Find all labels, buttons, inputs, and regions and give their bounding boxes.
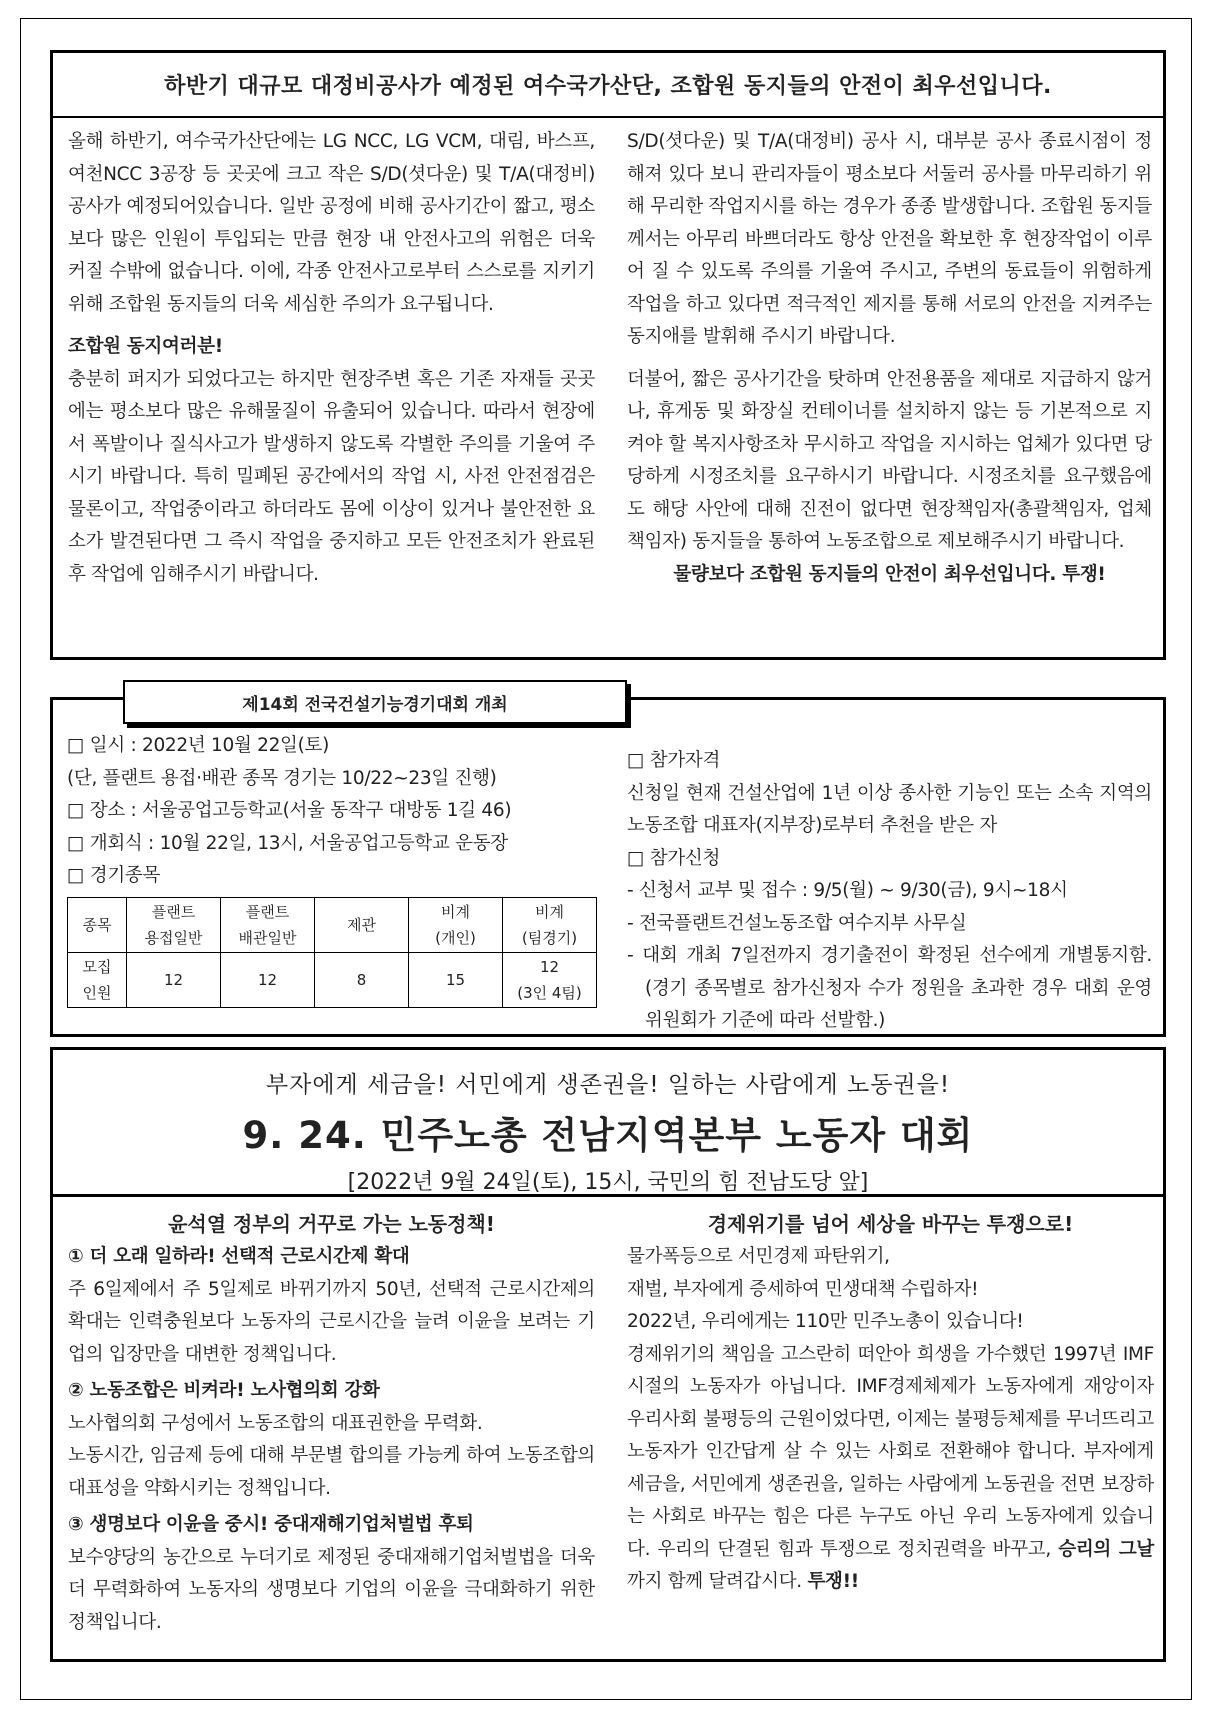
table-row-label: 모집 인원 <box>68 952 127 1007</box>
right-line-3: 2022년, 우리에게는 110만 민주노총이 있습니다! <box>627 1311 1024 1332</box>
competition-right-column <box>627 745 1152 1038</box>
policy-item-2-text-1: 노사협의회 구성에서 노동조합의 대표권한을 무력화. <box>68 1412 483 1434</box>
competition-opening: □ 개회식 : 10월 22일, 13시, 서울공업고등학교 운동장 <box>67 832 508 854</box>
right-body-final: 투쟁!! <box>807 1571 859 1592</box>
right-body-bold: 승리의 그날 <box>1058 1538 1154 1560</box>
table-column-header: 제관 <box>315 897 409 952</box>
safety-right-paragraph-2: 더불어, 짧은 공사기간을 탓하며 안전용품을 제대로 지급하지 않거나, 휴게동 및 화장실 컨테이너를 설치하지 않는 등 기본적으로 지켜야 할 복지사항조차 무시하고 작업을 지시하는 업체가 있다면 당당하게 시정조치를 요구하시기 바랍니다. 시정조치를 요구했음에도 해당 사안에 대해 진전이 없다면 현장책임자(총괄책임자, 업체책임자) 동지들을 통하여 노동조합으로 제보해주시기 바랍니다. <box>627 368 1152 552</box>
competition-title: 제14회 전국건설기능경기대회 개최 <box>123 680 627 724</box>
qualification-text: 신청일 현재 건설산업에 1년 이상 종사한 기능인 또는 소속 지역의 노동조합 대표자(지부장)로부터 추천을 받은 자 <box>627 782 1152 836</box>
application-item: - 신청서 교부 및 접수 : 9/5(월) ~ 9/30(금), 9시~18시 <box>627 880 1068 901</box>
competition-section <box>50 694 1166 1037</box>
rally-details: [2022년 9월 24일(토), 15시, 국민의 힘 전남도당 앞] <box>347 1170 869 1195</box>
application-item: - 전국플랜트건설노동조합 여수지부 사무실 <box>627 912 967 934</box>
competition-left-column <box>67 730 607 1008</box>
right-body-tail: 까지 함께 달려갑시다. <box>627 1571 802 1592</box>
safety-closing-slogan: 물량보다 조합원 동지들의 안전이 최우선입니다. 투쟁! <box>673 563 1106 585</box>
table-cell: 15 <box>409 952 503 1007</box>
safety-notice-title: 하반기 대규모 대정비공사가 예정된 여수국가산단, 조합원 동지들의 안전이 최우선입니다. <box>53 53 1163 118</box>
table-header-row <box>68 897 597 952</box>
competition-events-table <box>67 897 597 1008</box>
policy-left-heading: 윤석열 정부의 거꾸로 가는 노동정책! <box>168 1212 495 1236</box>
safety-left-paragraph-2: 충분히 퍼지가 되었다고는 하지만 현장주변 혹은 기존 자재들 곳곳에는 평소보다 많은 유해물질이 유출되어 있습니다. 따라서 현장에서 폭발이나 질식사고가 발생하지 않도록 각별한 주의를 기울여 주시기 바랍니다. 특히 밀폐된 공간에서의 작업 시, 사전 안전점검은 물론이고, 작업중이라고 하더라도 몸에 이상이 있거나 불안전한 요소가 발견된다면 그 즉시 작업을 중지하고 모든 안전조치가 완료된 후 작업에 임해주시기 바랍니다. <box>68 368 595 585</box>
policy-item-3-title: ③ 생명보다 이윤을 중시! 중대재해기업처벌법 후퇴 <box>68 1514 474 1535</box>
policy-left-column <box>68 1207 595 1639</box>
table-column-header: 플랜트 배관일반 <box>221 897 315 952</box>
competition-place: □ 장소 : 서울공업고등학교(서울 동작구 대방동 1길 46) <box>67 800 512 821</box>
competition-date: □ 일시 : 2022년 10월 22일(토) <box>67 735 330 756</box>
table-column-header: 플랜트 용접일반 <box>127 897 221 952</box>
application-item: - 대회 개최 7일전까지 경기출전이 확정된 선수에게 개별통지함. (경기 종목별로 참가신청자 수가 정원을 초과한 경우 대회 운영위원회가 기준에 따라 선발함.) <box>627 945 1152 1031</box>
rally-title: 9. 24. 민주노총 전남지역본부 노동자 대회 <box>242 1114 974 1157</box>
qualification-heading: □ 참가자격 <box>627 750 721 771</box>
policy-item-3-text: 보수양당의 농간으로 누더기로 제정된 중대재해기업처벌법을 더욱 더 무력화하여 노동자의 생명보다 기업의 이윤을 극대화하기 위한 정책입니다. <box>68 1546 595 1633</box>
safety-left-column <box>68 126 595 591</box>
safety-left-heading: 조합원 동지여러분! <box>68 336 223 357</box>
safety-left-paragraph-1: 올해 하반기, 여수국가산단에는 LG NCC, LG VCM, 대림, 바스프, 여천NCC 3공장 등 곳곳에 크고 작은 S/D(셧다운) 및 T/A(대정비)공사가 예정되어있습니다. 일반 공정에 비해 공사기간이 짧고, 평소보다 많은 인원이 투입되는 만큼 현장 내 안전사고의 위험은 더욱 커질 수밖에 없습니다. 이에, 각종 안전사고로부터 스스로를 지키기 위해 조합원 동지들의 더욱 세심한 주의가 요구됩니다. <box>68 131 595 315</box>
safety-right-paragraph-1: S/D(셧다운) 및 T/A(대정비) 공사 시, 대부분 공사 종료시점이 정해져 있다 보니 관리자들이 평소보다 서둘러 공사를 마무리하기 위해 무리한 작업지시를 하는 경우가 종종 발생합니다. 조합원 동지들께서는 아무리 바쁘더라도 항상 안전을 확보한 후 현장작업이 이루어 질 수 있도록 주의를 기울여 주시고, 주변의 동료들이 위험하게 작업을 하고 있다면 적극적인 제지를 통해 서로의 안전을 지켜주는 동지애를 발휘해 주시기 바랍니다. <box>627 131 1152 347</box>
right-body-main: 경제위기의 책임을 고스란히 떠안아 희생을 가수했던 1997년 IMF시절의 노동자가 아닙니다. IMF경제체제가 노동자에게 재앙이자 우리사회 불평등의 근원이었다면, 이제는 불평등체제를 무너뜨리고 노동자가 인간답게 살 수 있는 사회로 전환해야 합니다. 부자에게 세금을, 서민에게 생존권을, 일하는 사람에게 노동권을 전면 보장하는 사회로 바꾸는 힘은 다른 누구도 아닌 우리 노동자에게 있습니다. 우리의 단결된 힘과 투쟁으로 정치권력을 바꾸고, <box>627 1343 1154 1560</box>
rally-slogan: 부자에게 세금을! 서민에게 생존권을! 일하는 사람에게 노동권을! <box>265 1072 951 1098</box>
right-line-1: 물가폭등으로 서민경제 파탄위기, <box>627 1246 890 1267</box>
table-header-label: 종목 <box>68 897 127 952</box>
table-cell: 12 <box>221 952 315 1007</box>
safety-notice-section <box>50 50 1166 660</box>
right-body-text <box>627 1339 1154 1599</box>
competition-events-heading: □ 경기종목 <box>67 865 161 886</box>
table-cell: 8 <box>315 952 409 1007</box>
policy-item-2-title: ② 노동조합은 비켜라! 노사협의회 강화 <box>68 1380 380 1401</box>
table-column-header: 비계 (개인) <box>409 897 503 952</box>
safety-right-column <box>627 126 1152 591</box>
policy-right-column <box>627 1207 1154 1599</box>
policy-right-heading: 경제위기를 넘어 세상을 바꾸는 투쟁으로! <box>707 1212 1074 1236</box>
competition-date-note: (단, 플랜트 용접·배관 종목 경기는 10/22~23일 진행) <box>67 767 497 789</box>
policy-item-1-title: ① 더 오래 일하라! 선택적 근로시간제 확대 <box>68 1246 410 1267</box>
policy-item-1-text: 주 6일제에서 주 5일제로 바뀌기까지 50년, 선택적 근로시간제의 확대는 인력충원보다 노동자의 근로시간을 늘려 이윤을 보려는 기업의 입장만을 대변한 정책입니다. <box>68 1278 595 1365</box>
policy-item-2-text-2: 노동시간, 임금제 등에 대해 부문별 합의를 가능케 하여 노동조합의 대표성을 약화시키는 정책입니다. <box>68 1445 595 1499</box>
table-column-header: 비계 (팀경기) <box>503 897 597 952</box>
table-cell: 12 (3인 4팀) <box>503 952 597 1007</box>
table-row <box>68 952 597 1007</box>
application-heading: □ 참가신청 <box>627 847 721 869</box>
rally-banner <box>50 1047 1166 1197</box>
table-cell: 12 <box>127 952 221 1007</box>
policy-section <box>50 1197 1166 1662</box>
right-line-2: 재벌, 부자에게 증세하여 민생대책 수립하자! <box>627 1278 979 1300</box>
